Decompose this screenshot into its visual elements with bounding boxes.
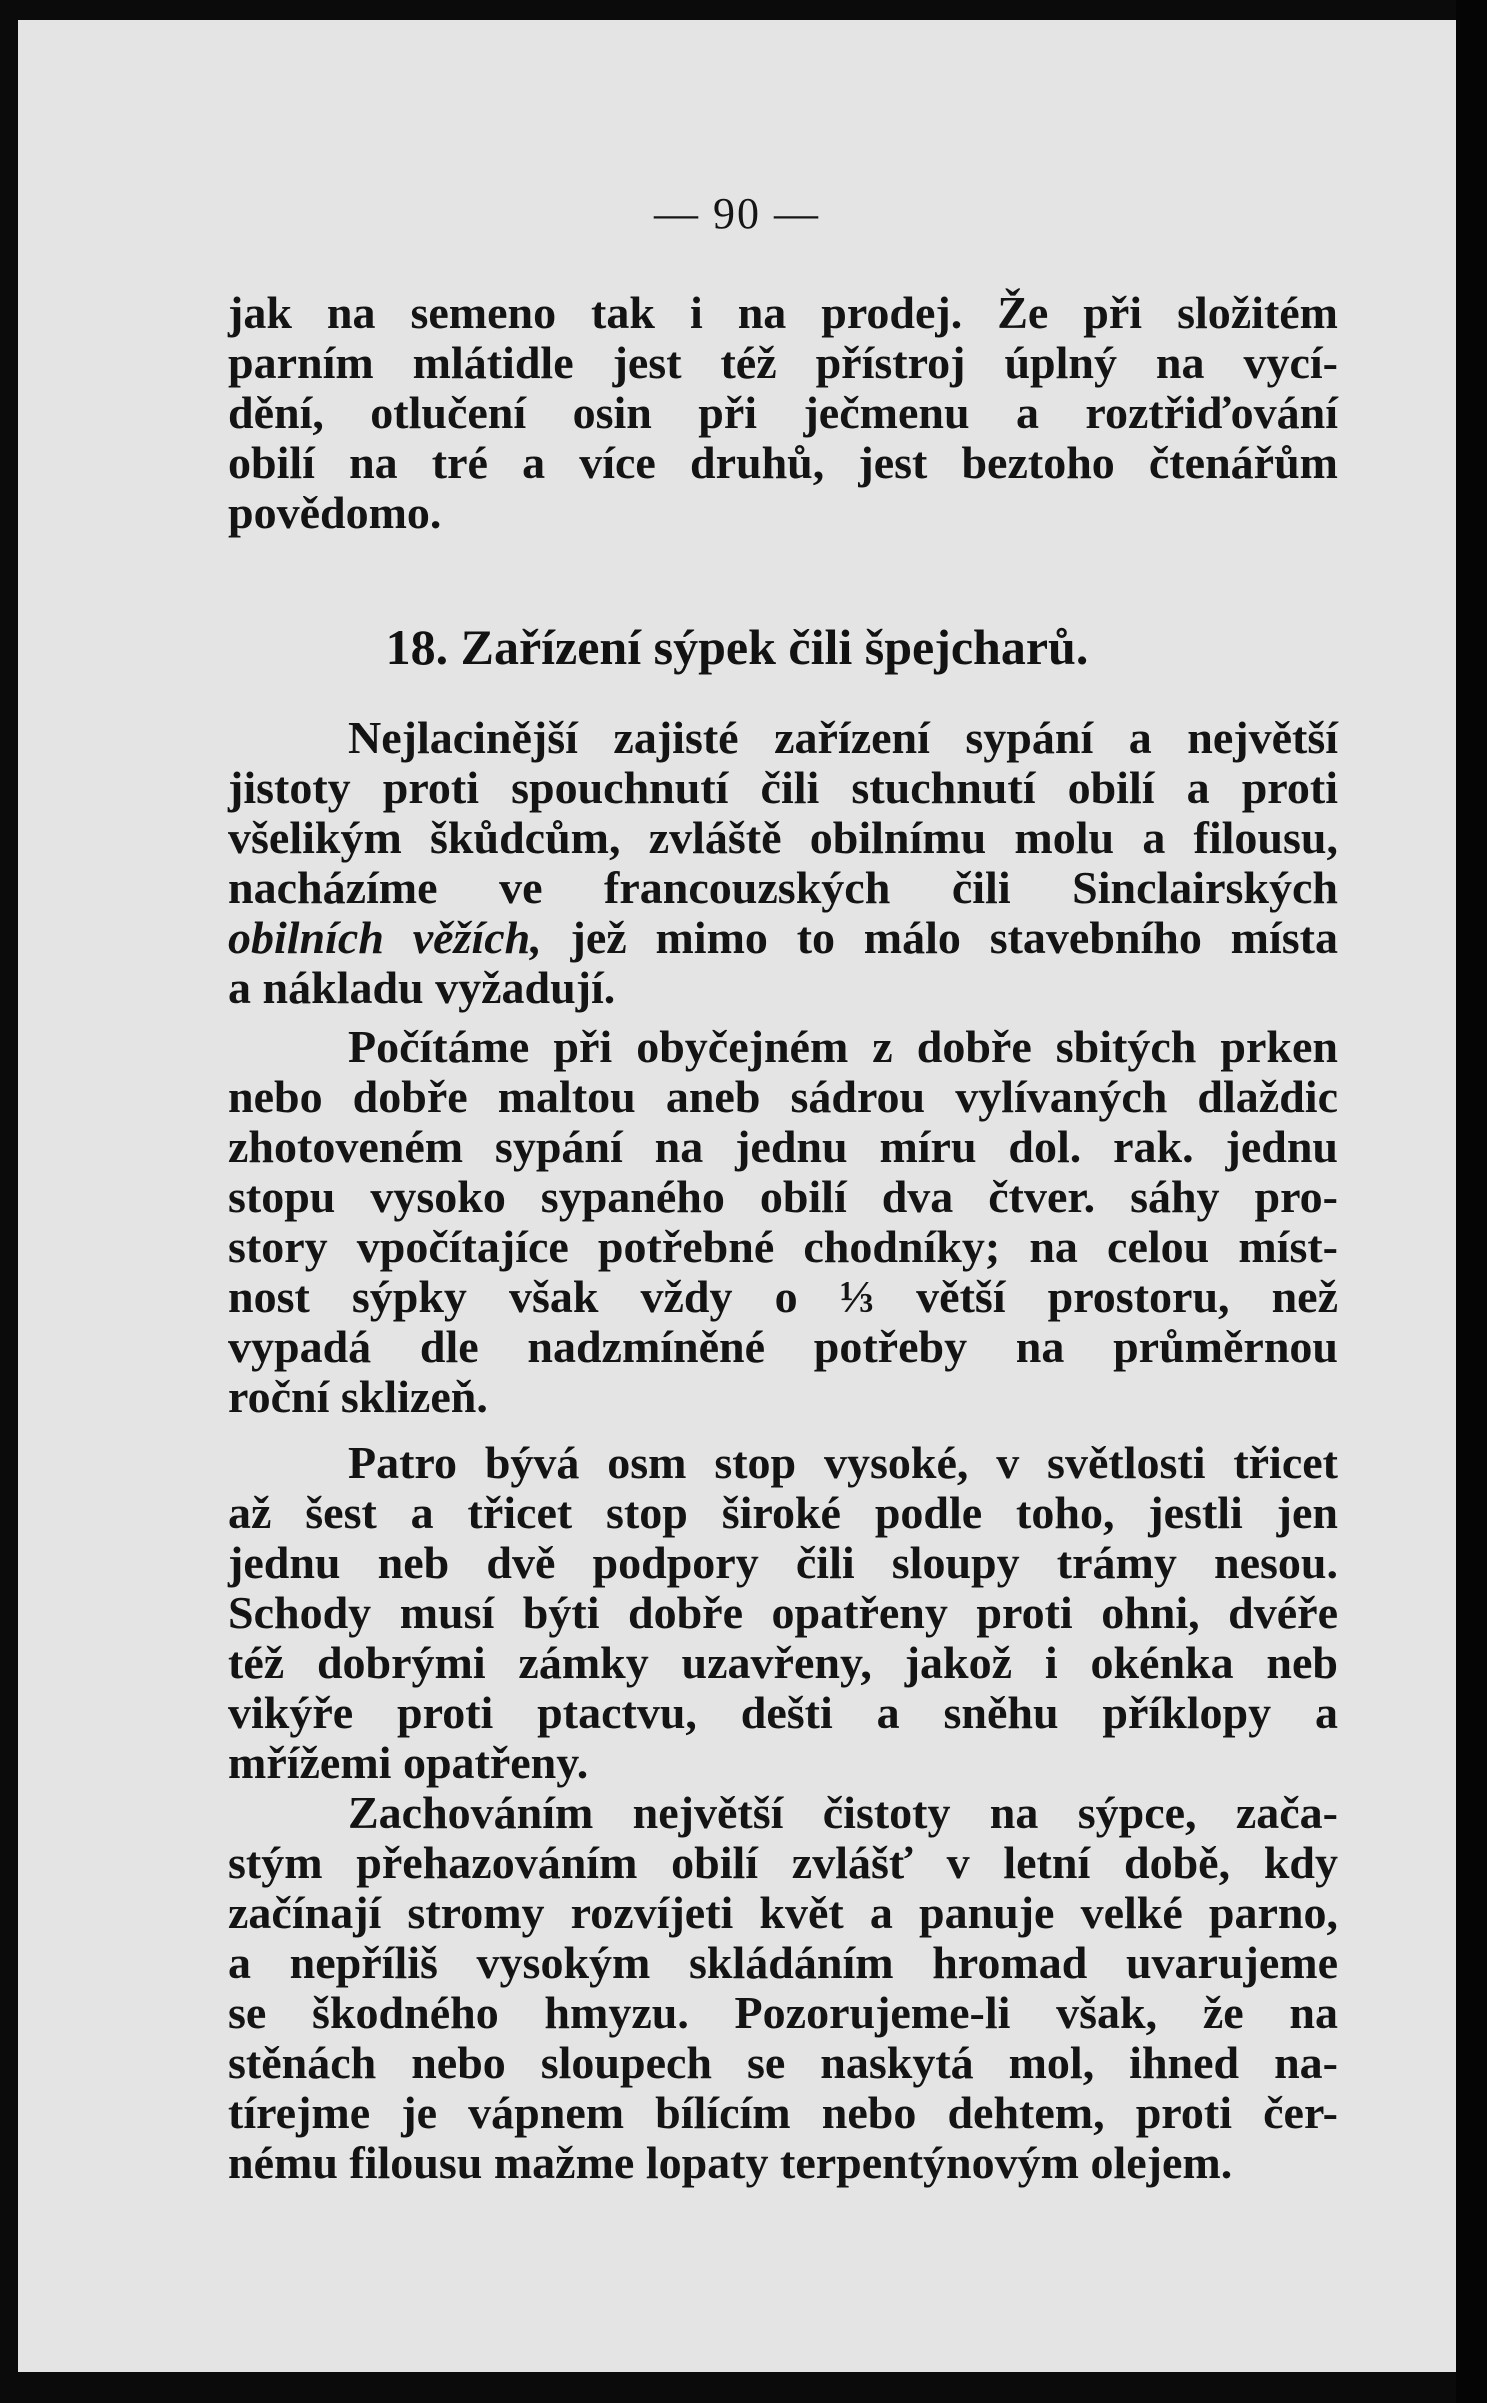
text-line: Nejlacinější zajisté zařízení sypání a největší [348, 712, 1338, 763]
text-line: stým přehazováním obilí zvlášť v letní době, kdy [228, 1837, 1338, 1888]
text-line: nebo dobře maltou aneb sádrou vylívaných dlaždic [228, 1071, 1338, 1122]
text-line: obilí na tré a více druhů, jest beztoho čtenářům [228, 437, 1338, 488]
text-line: nacházíme ve francouzských čili Sinclairských [228, 862, 1338, 913]
text-line: vikýře proti ptactvu, dešti a sněhu příklopy a [228, 1687, 1338, 1738]
text-line: tírejme je vápnem bílícím nebo dehtem, proti čer- [228, 2087, 1338, 2138]
text-line: nému filousu mažme lopaty terpentýnovým olejem. [228, 2137, 1233, 2188]
text-line: jak na semeno tak i na prodej. Že při složitém [228, 287, 1338, 338]
text-line: dění, otlučení osin při ječmenu a roztřiďování [228, 387, 1338, 438]
text-line: povědomo. [228, 487, 442, 538]
text-line: parním mlátidle jest též přístroj úplný na vycí- [228, 337, 1338, 388]
text-line: Počítáme při obyčejném z dobře sbitých prken [348, 1021, 1338, 1072]
paragraph-1 [228, 713, 1338, 1013]
text-line: a nákladu vyžadují. [228, 962, 616, 1013]
text-line: Schody musí býti dobře opatřeny proti ohni, dvéře [228, 1587, 1338, 1638]
italic-term: obilních věžích, [228, 912, 542, 963]
text-line: nost sýpky však vždy o ⅓ větší prostoru, než [228, 1271, 1338, 1322]
text-line: roční sklizeň. [228, 1371, 488, 1422]
text-line: se škodného hmyzu. Pozorujeme-li však, že na [228, 1987, 1338, 2038]
text-line: jistoty proti spouchnutí čili stuchnutí obilí a proti [228, 762, 1338, 813]
book-page [18, 20, 1456, 2372]
text-line: stěnách nebo sloupech se naskytá mol, ihned na- [228, 2037, 1338, 2088]
text-line: až šest a třicet stop široké podle toho, jestli jen [228, 1487, 1338, 1538]
text-line: jednu neb dvě podpory čili sloupy trámy nesou. [228, 1537, 1338, 1588]
page-number: — 90 — [654, 189, 820, 238]
text-line: mřížemi opatřeny. [228, 1737, 589, 1788]
text-line: zhotoveném sypání na jednu míru dol. rak. jednu [228, 1121, 1338, 1172]
text-line: též dobrými zámky uzavřeny, jakož i okénka neb [228, 1637, 1338, 1688]
text-line: story vpočítajíce potřebné chodníky; na celou míst- [228, 1221, 1338, 1272]
scan-border [1456, 0, 1487, 2403]
section-heading: 18. Zařízení sýpek čili špejcharů. [385, 619, 1089, 675]
text-line: vypadá dle nadzmíněné potřeby na průměrnou [228, 1321, 1338, 1372]
text-line: všelikým škůdcům, zvláště obilnímu molu a filousu, [228, 812, 1338, 863]
intro-paragraph [228, 288, 1338, 538]
text-line: začínají stromy rozvíjeti květ a panuje velké parno, [228, 1887, 1338, 1938]
text-line: Zachováním největší čistoty na sýpce, zača- [348, 1787, 1338, 1838]
paragraph-3 [228, 1438, 1338, 1788]
text-line: Patro bývá osm stop vysoké, v světlosti třicet [348, 1437, 1338, 1488]
text-line-mixed [228, 913, 1338, 963]
paragraph-2 [228, 1022, 1338, 1422]
text-line: a nepříliš vysokým skládáním hromad uvarujeme [228, 1937, 1338, 1988]
text-fragment: jež mimo to málo stavebního místa [541, 912, 1338, 963]
text-line: stopu vysoko sypaného obilí dva čtver. sáhy pro- [228, 1171, 1338, 1222]
paragraph-4 [228, 1788, 1338, 2188]
